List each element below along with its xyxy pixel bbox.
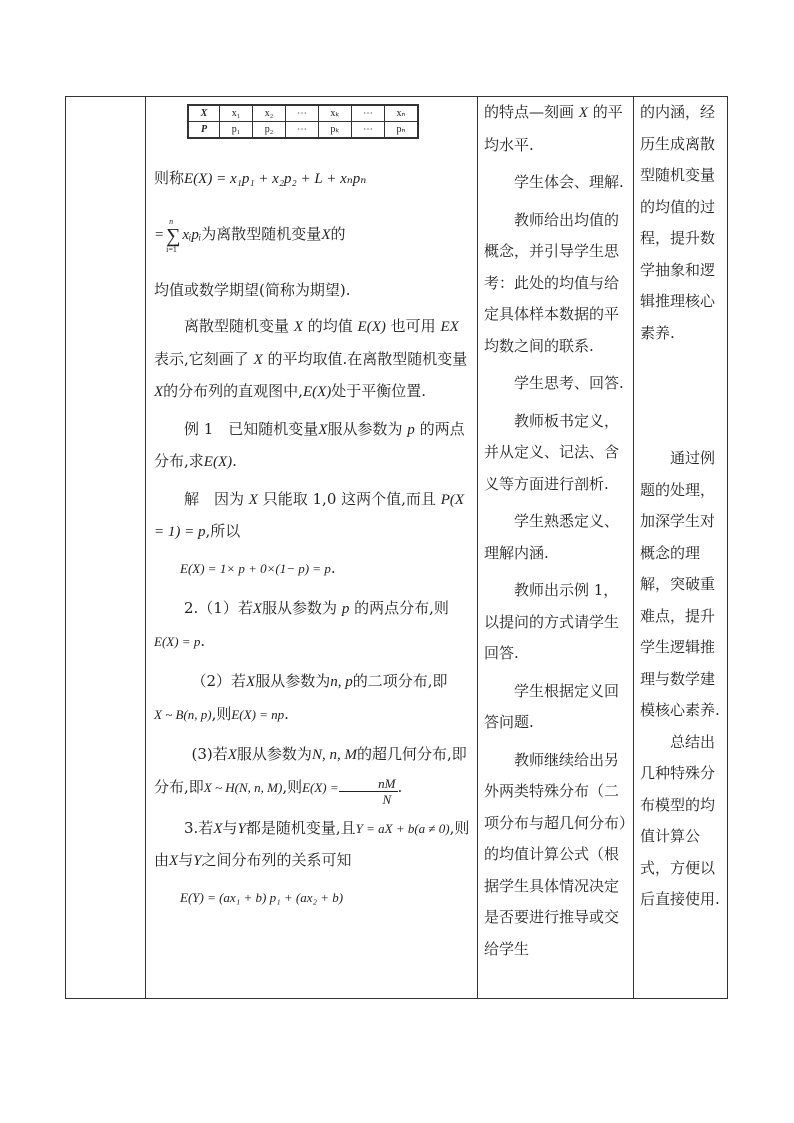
formula: E(Y) = (ax₁ + b) p₁ + (ax₂ + b): [180, 889, 344, 905]
activity-text: 学生思考、回答.: [514, 374, 624, 392]
intent-text: 通过例题的处理，加深学生对概念的理解，突破重难点，提升学生逻辑推理与数学建模核心素养.: [640, 449, 720, 719]
activity-text: 教师板书定义，并从定义、记法、含义等方面进行剖析.: [484, 411, 620, 493]
column-divider: [145, 97, 146, 998]
formula: E(X) = p: [154, 633, 201, 649]
text: 的分布列的直观图中,: [163, 382, 303, 400]
table-cell: X: [188, 105, 220, 122]
formula: N, n, M: [311, 747, 357, 763]
text: 解 因为: [184, 489, 245, 508]
table-cell: p₁: [220, 122, 253, 139]
formula: E(X): [302, 384, 332, 400]
formula: X: [169, 853, 179, 869]
table-cell: ⋯: [352, 122, 385, 139]
text: 服从参数为: [236, 745, 312, 763]
lesson-plan-table: [65, 96, 728, 999]
formula: X: [578, 105, 588, 121]
text: 也可用: [390, 317, 436, 335]
text: 都是随机变量,且: [245, 818, 356, 837]
result-hypergeometric: [154, 739, 472, 807]
fraction-denominator: N: [382, 791, 392, 807]
activity-text: 学生根据定义回答问题.: [484, 681, 620, 731]
table-cell: p₂: [253, 122, 286, 139]
text: （2）若: [191, 672, 247, 690]
text: 服从参数为: [255, 672, 331, 690]
linear-formula: [154, 882, 472, 914]
col-activities: [478, 97, 633, 965]
result-two-point: [154, 593, 472, 657]
formula: xᵢpᵢ: [182, 227, 202, 243]
formula: X: [252, 601, 263, 617]
text: 的两点分布,则: [354, 599, 449, 617]
text: 服从参数为: [327, 419, 403, 438]
formula: E(X) = x₁p₁ + x₂p₂ + L + xₙpₙ: [184, 171, 367, 187]
text: 则称: [154, 169, 185, 187]
definition-line: [154, 163, 472, 219]
table-cell: ⋯: [286, 105, 319, 122]
text: 服从参数为: [262, 599, 338, 617]
text: .: [284, 704, 289, 723]
text: 的特点—刻画: [484, 103, 575, 121]
table-cell: xₙ: [385, 105, 419, 122]
definition-term-line: 均值或数学期望(简称为期望).: [154, 281, 351, 299]
result-binomial: [154, 666, 472, 730]
solution: [154, 484, 472, 549]
text: 的: [330, 225, 346, 243]
fraction: [339, 776, 398, 807]
activity-text: 的特点—刻画 X 的平均水平.: [484, 103, 623, 154]
text: .: [397, 777, 403, 796]
text: ,则: [211, 704, 232, 723]
text: ,所以: [205, 522, 241, 540]
text: 离散型随机变量: [184, 317, 290, 335]
formula: E(X) = np: [231, 706, 285, 722]
table-cell: pₙ: [385, 122, 419, 139]
formula: p: [407, 421, 415, 438]
formula: =: [154, 227, 165, 243]
text: 只能取 1,0 这两个值,而且: [262, 489, 436, 508]
formula: X: [154, 384, 164, 400]
table-cell: x₂: [253, 105, 286, 122]
col-design-intent: [634, 97, 729, 916]
solution-formula: [154, 553, 472, 585]
text: 的二项分布,即: [352, 672, 448, 690]
text: 的均值: [307, 317, 353, 335]
formula: X: [213, 820, 223, 837]
formula: p: [341, 601, 350, 617]
text: ,则由: [154, 818, 470, 869]
formula: X: [253, 351, 263, 368]
formula: E(X): [203, 454, 233, 470]
text: 表示,它刻画了: [154, 349, 249, 368]
formula: X: [321, 227, 331, 243]
formula: E(X): [357, 319, 386, 335]
text: 3.若: [184, 818, 214, 837]
activity-text: 教师给出均值的概念，并引导学生思考：此处的均值与给定具体样本数据的平均数之间的联系.: [484, 210, 620, 355]
table-cell: ⋯: [352, 105, 385, 122]
example-1: [154, 414, 472, 479]
activity-text: 教师出示例 1，以提问的方式请学生回答.: [484, 581, 620, 662]
content-text: [154, 163, 472, 913]
formula: Y: [237, 820, 246, 837]
formula: X ~ H(N, n, M): [203, 779, 283, 795]
text: 的两点分布,求: [154, 419, 465, 470]
formula: n, p: [330, 674, 353, 690]
intent-text: 的内涵，经历生成离散型随机变量的均值的过程，提升数学抽象和逻辑推理核心素养.: [640, 103, 716, 342]
formula: X: [248, 491, 258, 508]
text: 与: [222, 818, 238, 837]
formula: Y = aX + b(a ≠ 0): [355, 820, 450, 836]
formula: X: [293, 319, 303, 335]
formula: X: [227, 747, 237, 763]
activity-text: 学生体会、理解.: [514, 173, 624, 191]
table-cell: x₁: [220, 105, 253, 122]
sum-symbol: ∑ n i=1: [166, 217, 181, 254]
formula: EX: [440, 319, 459, 335]
formula: X: [318, 421, 328, 438]
sum-lower: i=1: [166, 245, 177, 254]
fraction-numerator: nM: [339, 776, 398, 792]
text: 2.（1）若: [184, 599, 253, 617]
distribution-table: [187, 104, 419, 139]
text: 的平均取值.在离散型随机变量: [267, 349, 468, 368]
intent-text: 总结出几种特殊分布模型的均值计算公式，方便以后直接使用.: [640, 732, 720, 908]
text: .: [200, 631, 206, 650]
text: (3)若: [191, 745, 228, 763]
linear-transform: [154, 813, 472, 878]
table-row: [188, 105, 418, 122]
definition-sum-line: [154, 219, 472, 275]
table-cell: ⋯: [286, 122, 319, 139]
table-cell: xₖ: [319, 105, 352, 122]
text: 为离散型随机变量: [201, 225, 322, 243]
formula: Y: [193, 853, 202, 869]
formula: P(X = 1) = p: [154, 491, 465, 540]
text: 与: [178, 851, 194, 869]
text: 处于平衡位置.: [331, 382, 427, 400]
text: .: [330, 558, 336, 577]
text: .: [232, 452, 237, 470]
text: 分布,即: [154, 777, 204, 796]
sum-upper: n: [169, 217, 174, 226]
table-row: [188, 122, 418, 139]
table-cell: P: [188, 122, 220, 139]
activity-text: 教师继续给出另外两类特殊分布（二项分布与超几何分布）的均值计算公式（根据学生具体情况决定是否要进行推导或交给学生: [484, 750, 627, 958]
formula: E(X) =: [302, 779, 339, 795]
text: ,则: [282, 777, 303, 796]
formula: E(X) = 1× p + 0×(1− p) = p: [180, 560, 331, 576]
text: 的超几何分布,即: [356, 745, 467, 763]
table-cell: pₖ: [319, 122, 352, 139]
text: 例 1 已知随机变量: [184, 419, 319, 438]
text: 之间分布列的关系可知: [201, 851, 352, 869]
formula: X: [246, 674, 256, 690]
activity-text: 学生熟悉定义、理解内涵.: [484, 512, 620, 562]
paragraph-mean-meaning: [154, 311, 472, 409]
formula: X ~ B(n, p): [154, 706, 212, 722]
